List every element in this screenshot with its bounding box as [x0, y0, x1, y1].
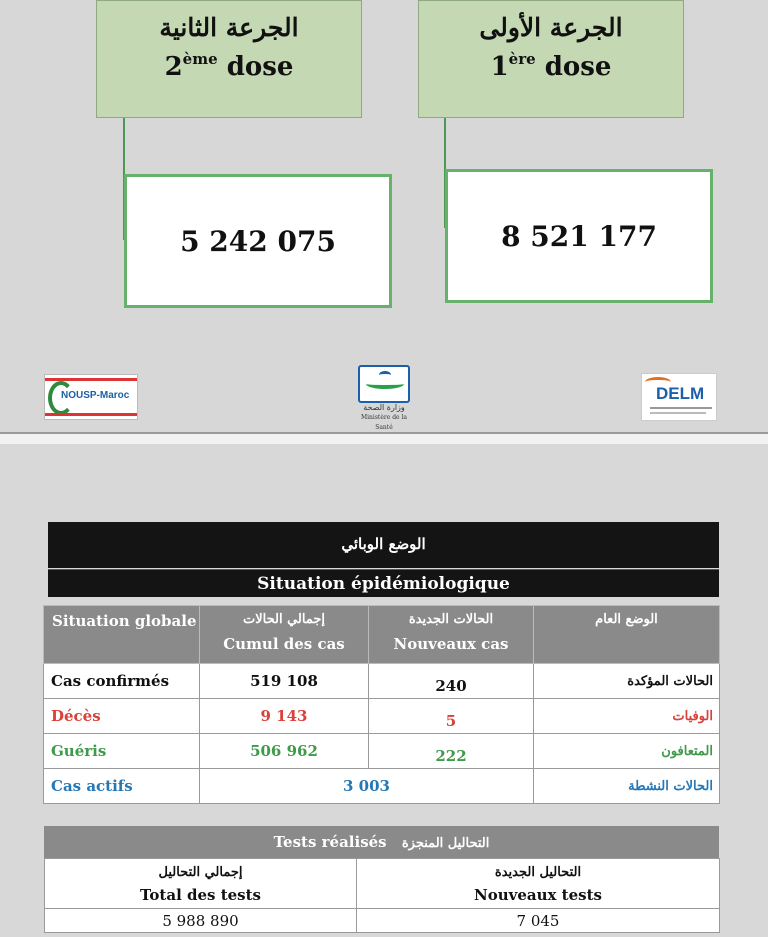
- epi-title-fr: Situation épidémiologique: [48, 569, 719, 597]
- header-situation-globale: Situation globale: [44, 606, 200, 664]
- tests-new-header: التحاليل الجديدة Nouveaux tests: [357, 859, 720, 909]
- row-cumul: 506 962: [200, 734, 369, 769]
- row-label-fr: Décès: [44, 699, 200, 734]
- page-separator: [0, 432, 768, 444]
- row-label-ar: الحالات المؤكدة: [534, 664, 720, 699]
- row-new: 5: [369, 699, 534, 734]
- nousp-logo-text: NOUSP-Maroc: [61, 390, 130, 401]
- ministry-name-ar: وزارة الصحة: [363, 403, 405, 412]
- epi-header-row: [44, 606, 720, 664]
- delm-logo: [641, 373, 717, 421]
- row-label-ar: الوفيات: [534, 699, 720, 734]
- dose1-header: [418, 0, 684, 118]
- dose1-label-ar: الجرعة الأولى: [479, 13, 623, 42]
- dose2-label-fr: 2ème dose: [164, 50, 294, 82]
- ministry-logo: [352, 365, 416, 431]
- header-cumul: إجمالي الحالات Cumul des cas: [200, 606, 369, 664]
- row-label-ar: الحالات النشطة: [534, 769, 720, 804]
- tests-table: [44, 858, 720, 933]
- dose2-value: 5 242 075: [124, 174, 392, 308]
- table-row: [44, 769, 720, 804]
- tests-new-value: 7 045: [357, 909, 720, 933]
- tests-title-ar: التحاليل المنجزة: [401, 836, 490, 851]
- row-new: 222: [369, 734, 534, 769]
- tests-title-fr: Tests réalisés: [273, 833, 387, 851]
- row-label-fr: Guéris: [44, 734, 200, 769]
- table-row: [45, 909, 720, 933]
- epi-table: [43, 605, 720, 804]
- row-cumul: 9 143: [200, 699, 369, 734]
- dose1-label-fr: 1ère dose: [490, 50, 612, 82]
- row-label-fr: Cas confirmés: [44, 664, 200, 699]
- row-new: 240: [369, 664, 534, 699]
- table-row: [44, 699, 720, 734]
- tests-total-value: 5 988 890: [45, 909, 357, 933]
- row-active-value: 3 003: [200, 769, 534, 804]
- vaccination-panel: [0, 0, 768, 432]
- nousp-logo: [44, 374, 138, 420]
- ministry-name-fr: Ministère de la Santé: [360, 414, 407, 431]
- table-row: [44, 664, 720, 699]
- epi-title-ar: الوضع الوبائي: [48, 522, 719, 568]
- header-situation-ar: الوضع العام: [534, 606, 720, 664]
- tests-total-header: إجمالي التحاليل Total des tests: [45, 859, 357, 909]
- delm-logo-text: DELM: [656, 384, 705, 403]
- header-nouveaux: الحالات الجديدة Nouveaux cas: [369, 606, 534, 664]
- dose2-header: [96, 0, 362, 118]
- tests-title: [44, 826, 719, 858]
- table-row: [44, 734, 720, 769]
- dose2-label-ar: الجرعة الثانية: [159, 13, 299, 42]
- row-label-fr: Cas actifs: [44, 769, 200, 804]
- row-label-ar: المتعافون: [534, 734, 720, 769]
- row-cumul: 519 108: [200, 664, 369, 699]
- dose1-value: 8 521 177: [445, 169, 713, 303]
- tests-header-row: [45, 859, 720, 909]
